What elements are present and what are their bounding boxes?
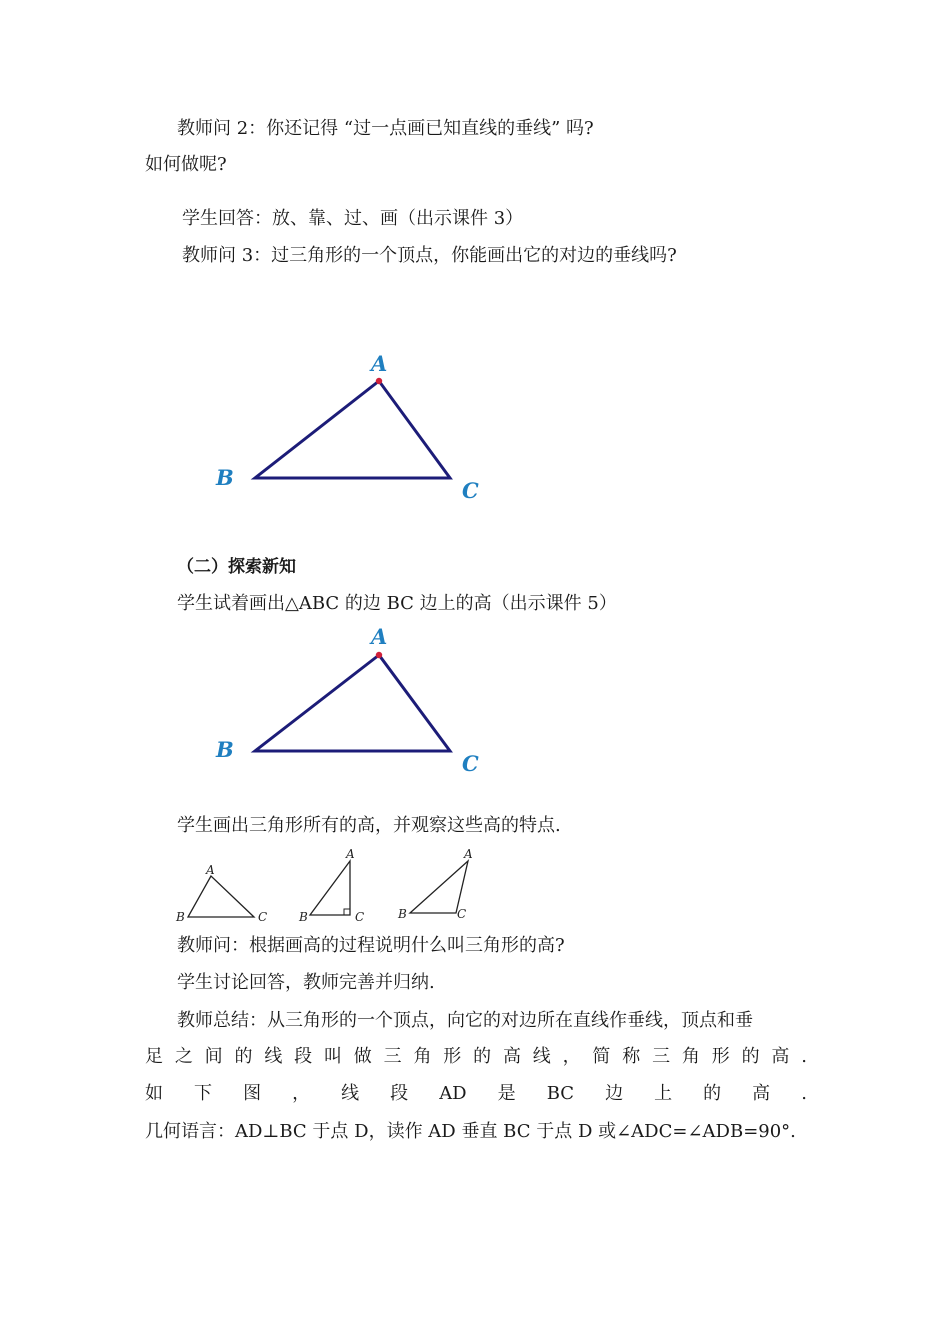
teacher-summary-line-2 (145, 1045, 807, 1069)
small3-label-a: A (464, 847, 473, 861)
summary3-token: AD (439, 1083, 467, 1104)
small1-label-c: C (258, 910, 268, 924)
summary3-token: ， (292, 1083, 311, 1104)
summary2-token: 简 (592, 1046, 611, 1067)
summary2-token: 三 (652, 1046, 671, 1067)
student-answer: 学生回答：放、靠、过、画（出示课件 3） (182, 208, 524, 229)
vertex-label-a-2: A (371, 624, 388, 649)
small-triangle-right (298, 843, 388, 923)
small1-label-a: A (206, 863, 215, 877)
vertex-a-dot-2 (376, 652, 382, 658)
summary2-token: 线 (264, 1046, 283, 1067)
small-triangle-acute (175, 855, 275, 935)
summary2-token: 段 (294, 1046, 313, 1067)
teacher-ask-height: 教师问：根据画高的过程说明什么叫三角形的高? (177, 935, 565, 956)
summary3-token: 如 (145, 1083, 163, 1104)
triangle-figure-1 (200, 345, 500, 505)
teacher-summary-line-1: 教师总结：从三角形的一个顶点，向它的对边所在直线作垂线，顶点和垂 (177, 1010, 753, 1031)
small1-label-b: B (176, 910, 185, 924)
summary2-token: 的 (473, 1046, 492, 1067)
triangle-abc-outline (255, 381, 450, 478)
summary2-token: 足 (145, 1046, 163, 1067)
student-draw-all-heights: 学生画出三角形所有的高，并观察这些高的特点. (177, 815, 561, 836)
summary2-token: 角 (681, 1046, 700, 1067)
teacher-question-3: 教师问 3：过三角形的一个顶点，你能画出它的对边的垂线吗? (182, 245, 677, 266)
small2-label-b: B (299, 910, 308, 924)
geometry-language: 几何语言：AD⊥BC 于点 D，读作 AD 垂直 BC 于点 D 或∠ADC=∠ADB=90°. (145, 1121, 796, 1142)
summary3-token: 高 (752, 1083, 771, 1104)
summary2-token: 之 (174, 1046, 193, 1067)
summary2-token: 间 (204, 1046, 223, 1067)
vertex-label-c: C (462, 478, 479, 503)
summary2-token: 叫 (323, 1046, 342, 1067)
small3-label-c: C (457, 907, 467, 921)
vertex-label-b: B (216, 465, 234, 490)
summary2-token: . (801, 1046, 807, 1067)
small2-label-a: A (346, 847, 355, 861)
summary2-token: 高 (502, 1046, 521, 1067)
small2-label-c: C (355, 910, 365, 924)
summary3-token: 是 (497, 1083, 516, 1104)
vertex-a-dot (376, 378, 382, 384)
summary2-token: 的 (234, 1046, 253, 1067)
summary3-token: 下 (194, 1083, 213, 1104)
vertex-label-b-2: B (216, 737, 234, 762)
summary2-token: 角 (413, 1046, 432, 1067)
triangle-abc-outline-2 (255, 655, 450, 751)
summary3-token: 的 (703, 1083, 722, 1104)
summary2-token: 的 (741, 1046, 760, 1067)
summary3-token: 上 (654, 1083, 673, 1104)
small3-label-b: B (398, 907, 407, 921)
student-try-draw: 学生试着画出△ABC 的边 BC 边上的高（出示课件 5） (177, 593, 617, 614)
teacher-question-2: 教师问 2：你还记得 “过一点画已知直线的垂线” 吗? (177, 118, 594, 139)
summary2-token: 三 (383, 1046, 402, 1067)
summary2-token: ， (562, 1046, 581, 1067)
summary2-token: 形 (443, 1046, 462, 1067)
summary2-token: 称 (622, 1046, 641, 1067)
triangle-figure-2 (200, 618, 500, 778)
teacher-summary-line-3 (145, 1082, 807, 1106)
summary2-token: 线 (532, 1046, 551, 1067)
teacher-question-2-continued: 如何做呢? (145, 154, 227, 175)
summary2-token: 做 (353, 1046, 372, 1067)
summary3-token: 图 (243, 1083, 262, 1104)
section-heading: （二）探索新知 (177, 557, 296, 577)
student-discuss: 学生讨论回答，教师完善并归纳. (177, 972, 435, 993)
summary3-token: 段 (390, 1083, 409, 1104)
summary3-token: 边 (605, 1083, 624, 1104)
summary3-token: . (801, 1083, 807, 1104)
vertex-label-c-2: C (462, 751, 479, 776)
summary2-token: 高 (771, 1046, 790, 1067)
small-triangle-obtuse (396, 843, 496, 923)
summary3-token: 线 (341, 1083, 360, 1104)
summary2-token: 形 (711, 1046, 730, 1067)
summary3-token: BC (546, 1083, 575, 1104)
vertex-label-a: A (371, 351, 388, 376)
